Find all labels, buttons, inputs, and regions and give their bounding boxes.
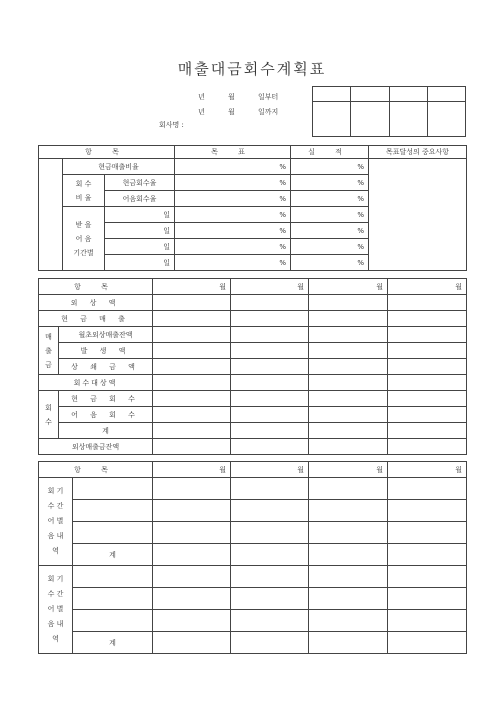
- month-label: 월: [309, 279, 388, 295]
- notes-cell[interactable]: [369, 159, 467, 271]
- header-item: 항 목: [39, 146, 175, 159]
- approval-box: [312, 86, 466, 137]
- group-collect-ratio: 회 수 비 율: [63, 175, 105, 207]
- month-label: 월: [388, 462, 467, 478]
- day-label: 일: [105, 207, 175, 223]
- pct: %: [291, 239, 369, 255]
- target-table: [38, 145, 467, 271]
- to-month-label: 월: [228, 108, 235, 116]
- pct: %: [175, 239, 291, 255]
- pct: %: [175, 223, 291, 239]
- row-cash-collect: 현금회수율: [105, 175, 175, 191]
- to-day-label: 일까지: [258, 108, 279, 116]
- row-receivable: 외 상 액: [39, 295, 153, 311]
- row-cash-ratio: 현금매출비율: [63, 159, 175, 175]
- month-label: 월: [231, 279, 309, 295]
- month-label: 월: [153, 462, 231, 478]
- group-bill-period: 받 을 어 음 기간별: [63, 207, 105, 271]
- month-label: 월: [388, 279, 467, 295]
- pct: %: [291, 191, 369, 207]
- row-cash-sales: 현 금 매 출: [39, 311, 153, 327]
- row-begin-balance: 월초외상매출잔액: [59, 327, 153, 343]
- pct: %: [291, 207, 369, 223]
- company-label: 회사명 :: [159, 121, 184, 129]
- group1-total: 계: [73, 544, 153, 566]
- day-label: 일: [105, 239, 175, 255]
- header-actual: 실 적: [291, 146, 369, 159]
- bill-collect-table: [38, 461, 467, 654]
- row-occur: 발 생 액: [59, 343, 153, 359]
- from-year-label: 년: [198, 93, 205, 101]
- page-title: 매출대금회수계획표: [177, 60, 327, 78]
- row-cash-collect: 현 금 회 수: [59, 391, 153, 407]
- pct: %: [175, 191, 291, 207]
- from-day-label: 일부터: [258, 93, 279, 101]
- sales-table: [38, 278, 467, 455]
- group-bill-period-1: 회 기 수 간 어 별 음 내 역: [39, 478, 73, 566]
- row-offset: 상 쇄 금 액: [59, 359, 153, 375]
- row-bill-collect: 어 음 회 수: [59, 407, 153, 423]
- header-item: 항 목: [39, 279, 153, 295]
- pct: %: [291, 255, 369, 271]
- from-month-label: 월: [228, 93, 235, 101]
- month-label: 월: [153, 279, 231, 295]
- pct: %: [291, 175, 369, 191]
- header-target: 목 표: [175, 146, 291, 159]
- month-label: 월: [231, 462, 309, 478]
- group-collect: 회 수: [39, 391, 59, 439]
- to-year-label: 년: [198, 108, 205, 116]
- day-label: 일: [105, 255, 175, 271]
- day-label: 일: [105, 223, 175, 239]
- row-bill-collect: 어음회수율: [105, 191, 175, 207]
- pct: %: [291, 159, 369, 175]
- pct: %: [175, 175, 291, 191]
- group-sales: 매 출 금: [39, 327, 59, 375]
- group2-total: 계: [73, 632, 153, 654]
- row-end-balance: 외상매출금잔액: [39, 439, 153, 455]
- pct: %: [291, 223, 369, 239]
- header-notes: 목표달성의 중요사항: [369, 146, 467, 159]
- month-label: 월: [309, 462, 388, 478]
- header-item: 항 목: [39, 462, 153, 478]
- group-bill-period-2: 회 기 수 간 어 별 음 내 역: [39, 566, 73, 654]
- pct: %: [175, 159, 291, 175]
- pct: %: [175, 255, 291, 271]
- row-target: 회수대상액: [39, 375, 153, 391]
- pct: %: [175, 207, 291, 223]
- row-total: 계: [59, 423, 153, 439]
